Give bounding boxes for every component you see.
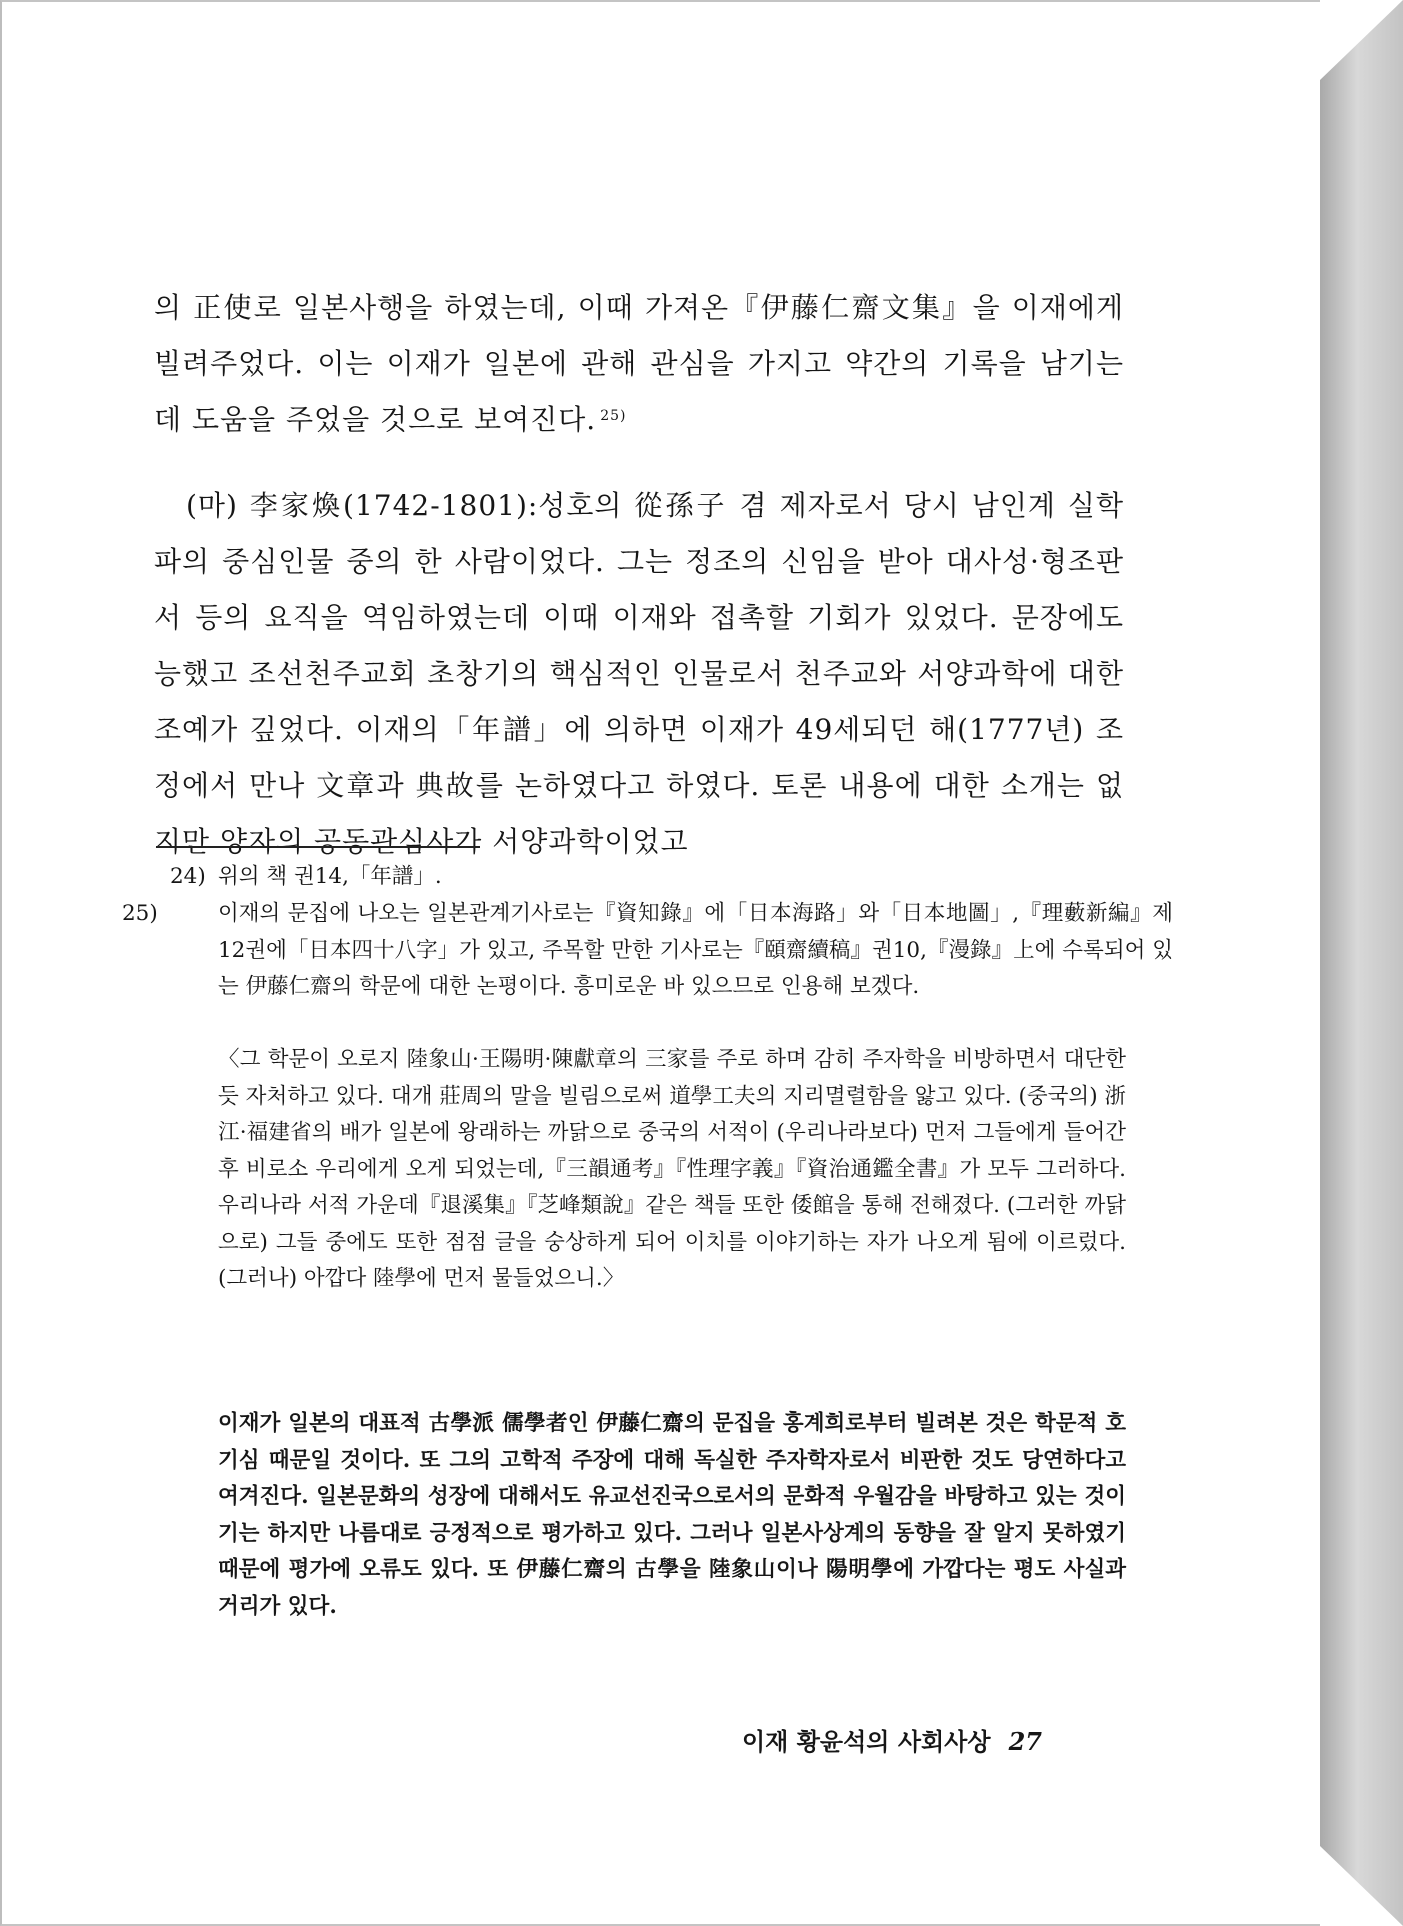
footnote-24-label: 24): [170, 864, 206, 889]
page-edge-top-corner: [1320, 0, 1403, 80]
page-footer: [742, 1722, 1102, 1757]
footnote-24: [170, 859, 1125, 896]
running-title: 이재 황윤석의 사회사상: [742, 1727, 991, 1756]
footnote-25: [122, 896, 1173, 1006]
footnote-24-text: 위의 책 권14,「年譜」.: [218, 864, 442, 889]
footnote-separator: [156, 846, 480, 848]
body-paragraph-1-text: 의 正使로 일본사행을 하였는데, 이때 가져온『伊藤仁齋文集』을 이재에게 빌려주었다. 이는 이재가 일본에 관해 관심을 가지고 약간의 기록을 남기는 데 도움을 주었을 것으로 보여진다.: [154, 291, 1124, 436]
footnote-reference-25: 25): [600, 408, 627, 424]
body-paragraph-2: (마) 李家煥(1742-1801):성호의 從孫子 겸 제자로서 당시 남인계 실학파의 중심인물 중의 한 사람이었다. 그는 정조의 신임을 받아 대사성·형조판서 등의 요직을 역임하였는데 이때 이재와 접촉할 기회가 있었다. 문장에도 능했고 조선천주교회 초창기의 핵심적인 인물로서 천주교와 서양과학에 대한 조예가 깊었다. 이재의「年譜」에 의하면 이재가 49세되던 해(1777년) 조정에서 만나 文章과 典故를 논하였다고 하였다. 토론 내용에 대한 소개는 없지만 양자의 공동관심사가 서양과학이었고: [154, 489, 1124, 858]
page-number: 27: [1008, 1727, 1042, 1756]
page-edge-bottom-corner: [1320, 1846, 1403, 1926]
footnote-25-text: 이재의 문집에 나오는 일본관계기사로는『資知錄』에「日本海路」와「日本地圖」,『理藪新編』제12권에「日本四十八字」가 있고, 주목할 만한 기사로는『頤齋續稿』권10,『漫錄』上에 수록되어 있는 伊藤仁齋의 학문에 대한 논평이다. 흥미로운 바 있으므로 인용해 보겠다.: [218, 901, 1173, 999]
page-stack-edge: [1320, 0, 1403, 1926]
footnote-quotation: 〈그 학문이 오로지 陸象山·王陽明·陳獻章의 三家를 주로 하며 감히 주자학을 비방하면서 대단한 듯 자처하고 있다. 대개 莊周의 말을 빌림으로써 道學工夫의 지리멸렬함을 앓고 있다. (중국의) 浙江·福建省의 배가 일본에 왕래하는 까닭으로 중국의 서적이 (우리나라보다) 먼저 그들에게 들어간 후 비로소 우리에게 오게 되었는데,『三韻通考』『性理字義』『資治通鑑全書』가 모두 그러하다. 우리나라 서적 가운데『退溪集』『芝峰類說』같은 책들 또한 倭館을 통해 전해졌다. (그러한 까닭으로) 그들 중에도 또한 점점 글을 숭상하게 되어 이치를 이야기하는 자가 나오게 됨에 이르렀다. (그러나) 아깝다 陸學에 먼저 물들었으니.〉: [218, 1047, 1126, 1291]
footnote-25-label: 25): [122, 901, 158, 926]
footnote-commentary: 이재가 일본의 대표적 古學派 儒學者인 伊藤仁齋의 문집을 홍계희로부터 빌려본 것은 학문적 호기심 때문일 것이다. 또 그의 고학적 주장에 대해 독실한 주자학자로서 비판한 것도 당연하다고 여겨진다. 일본문화의 성장에 대해서도 유교선진국으로서의 문화적 우월감을 바탕하고 있는 것이기는 하지만 나름대로 긍정적으로 평가하고 있다. 그러나 일본사상계의 동향을 잘 알지 못하였기 때문에 평가에 오류도 있다. 또 伊藤仁齋의 古學을 陸象山이나 陽明學에 가깝다는 평도 사실과 거리가 있다.: [218, 1411, 1126, 1619]
body-paragraph-1: [154, 280, 1124, 448]
